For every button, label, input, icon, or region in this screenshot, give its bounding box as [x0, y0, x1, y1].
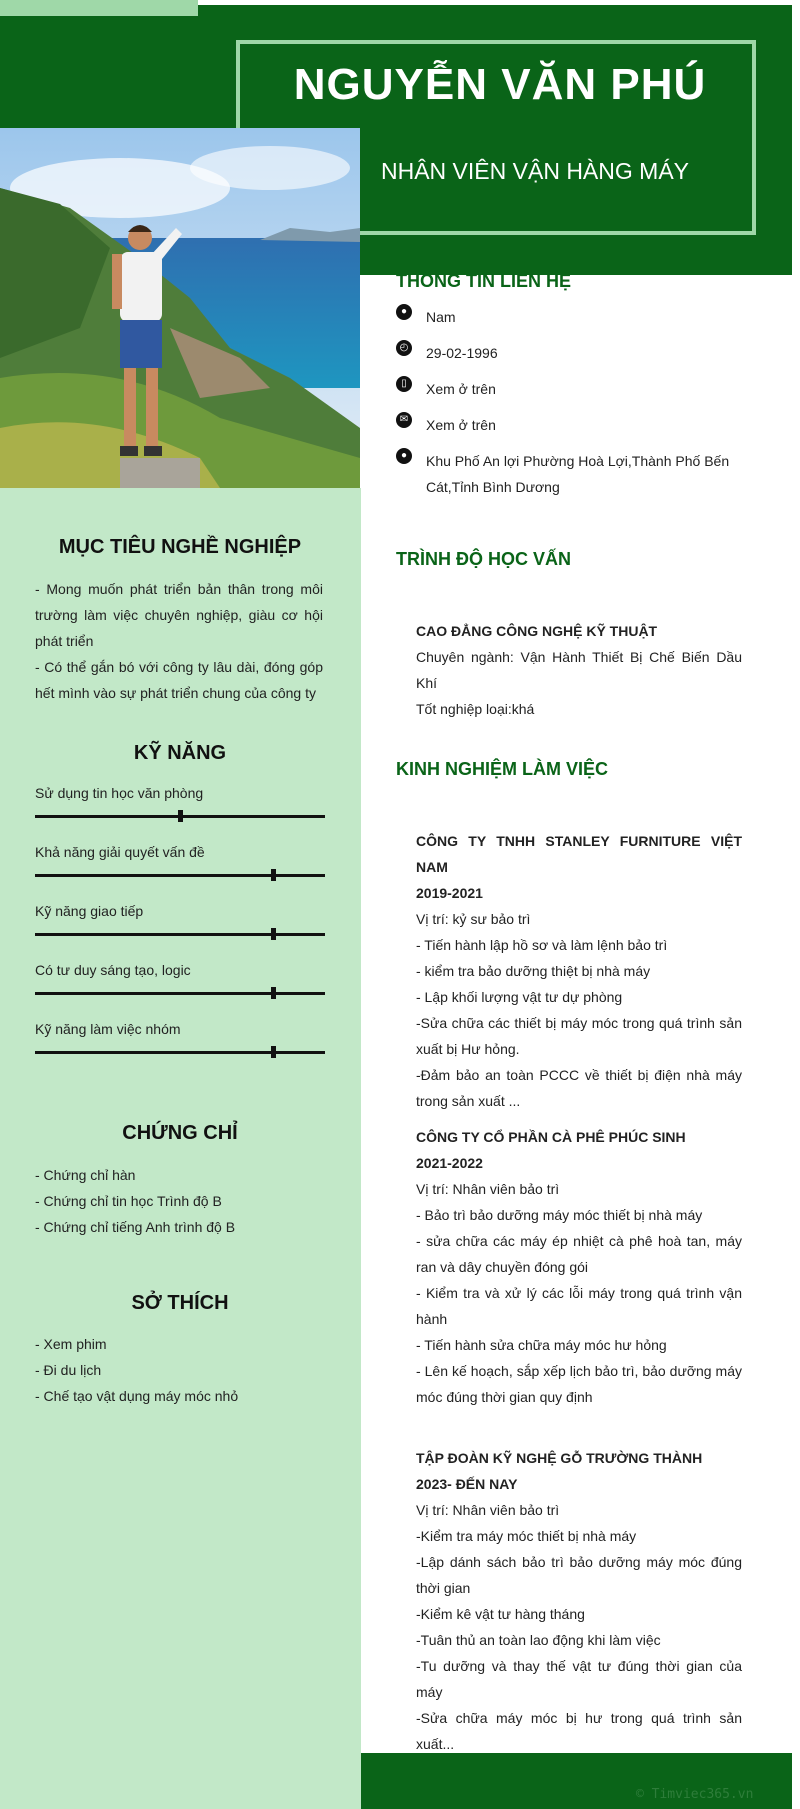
clock-icon: ◴	[396, 340, 412, 356]
job-line: Vị trí: Nhân viên bảo trì	[416, 1181, 560, 1197]
skills-title: KỸ NĂNG	[133, 742, 227, 764]
job-line: Vị trí: Nhân viên bảo trì	[416, 1502, 560, 1518]
skill-label: Sử dụng tin học văn phòng	[35, 785, 204, 801]
job-line: - Tiến hành lập hồ sơ và làm lệnh bảo trì	[416, 937, 668, 953]
contact-gender: Nam	[426, 309, 456, 325]
job-line: -Đảm bảo an toàn PCCC về thiết bị điện nhà máy trong sản xuất ...	[416, 1067, 742, 1109]
job-period: 2021-2022	[416, 1155, 483, 1171]
skill-level-marker	[178, 810, 183, 822]
job-line: Vị trí: kỷ sư bảo trì	[416, 911, 531, 927]
job-period: 2023- ĐẾN NAY	[416, 1476, 518, 1492]
header-accent-strip	[0, 0, 198, 16]
job-line: - Bảo trì bảo dưỡng máy móc thiết bị nhà máy	[416, 1207, 703, 1223]
job-line: - Kiểm tra và xử lý các lỗi máy trong quá trình vận hành	[416, 1285, 742, 1327]
certificate-item: - Chứng chỉ hàn	[35, 1167, 136, 1183]
skill-level-marker	[271, 987, 276, 999]
skill-bar	[35, 992, 325, 995]
job-company: CÔNG TY TNHH STANLEY FURNITURE VIỆT NAM	[416, 833, 742, 875]
education-major: Chuyên ngành: Vận Hành Thiết Bị Chế Biến Dầu Khí	[416, 649, 742, 691]
job-entry	[416, 1124, 742, 1410]
skill-level-marker	[271, 928, 276, 940]
skill-item	[35, 844, 325, 889]
job-period: 2019-2021	[416, 885, 483, 901]
skill-label: Kỹ năng làm việc nhóm	[35, 1021, 181, 1037]
skill-item	[35, 1021, 325, 1066]
skill-label: Có tư duy sáng tạo, logic	[35, 962, 191, 978]
hobby-item: - Chế tạo vật dụng máy móc nhỏ	[35, 1388, 239, 1404]
job-company: TẬP ĐOÀN KỸ NGHỆ GỖ TRƯỜNG THÀNH	[416, 1450, 703, 1466]
hobby-item: - Đi du lịch	[35, 1362, 102, 1378]
skill-bar	[35, 933, 325, 936]
education-title: TRÌNH ĐỘ HỌC VẤN	[396, 549, 571, 569]
candidate-name: NGUYỄN VĂN PHÚ	[293, 60, 707, 109]
watermark: © Timviec365.vn	[636, 1787, 754, 1802]
objective-line: - Mong muốn phát triển bản thân trong môi trường làm việc chuyên nghiệp, giàu cơ hội phát triển	[35, 581, 323, 649]
user-icon: ●	[396, 304, 412, 320]
job-line: - Tiến hành sửa chữa máy móc hư hỏng	[416, 1337, 667, 1353]
contact-birthdate: 29-02-1996	[426, 345, 498, 361]
job-entry	[416, 828, 742, 1114]
education-block	[416, 618, 742, 722]
job-line: - Lên kế hoạch, sắp xếp lịch bảo trì, bảo dưỡng máy móc đúng thời gian quy định	[416, 1363, 742, 1405]
contact-email: Xem ở trên	[426, 417, 496, 433]
skill-bar	[35, 1051, 325, 1054]
job-line: -Sửa chữa các thiết bị máy móc trong quá trình sản xuất bị Hư hỏng.	[416, 1015, 742, 1057]
job-line: - kiểm tra bảo dưỡng thiệt bị nhà máy	[416, 963, 651, 979]
certificates-title: CHỨNG CHỈ	[122, 1122, 238, 1144]
education-grade: Tốt nghiệp loại:khá	[416, 701, 535, 717]
location-icon: ●	[396, 448, 412, 464]
skill-label: Khả năng giải quyết vấn đề	[35, 844, 205, 860]
objective-title: MỤC TIÊU NGHỀ NGHIỆP	[58, 536, 302, 558]
skill-item	[35, 962, 325, 1007]
contact-title: THÔNG TIN LIÊN HỆ	[396, 271, 571, 291]
job-line: - Lập khối lượng vật tư dự phòng	[416, 989, 623, 1005]
job-line: -Tu dưỡng và thay thế vật tư đúng thời gian của máy	[416, 1658, 742, 1700]
job-line: -Sửa chữa máy móc bị hư trong quá trình sản xuất...	[416, 1710, 742, 1752]
job-line: -Kiểm tra máy móc thiết bị nhà máy	[416, 1528, 637, 1544]
job-entry	[416, 1445, 742, 1783]
job-line: -Tuân thủ an toàn lao động khi làm việc	[416, 1632, 661, 1648]
skill-level-marker	[271, 869, 276, 881]
hobby-item: - Xem phim	[35, 1336, 107, 1352]
contact-address: Khu Phố An lợi Phường Hoà Lợi,Thành Phố Bến Cát,Tỉnh Bình Dương	[426, 453, 730, 495]
education-school: CAO ĐẲNG CÔNG NGHỆ KỸ THUẬT	[416, 623, 658, 639]
phone-icon: ▯	[396, 376, 412, 392]
job-company: CÔNG TY CỔ PHẦN CÀ PHÊ PHÚC SINH	[416, 1129, 686, 1145]
hobbies-title: SỞ THÍCH	[131, 1292, 229, 1314]
skill-item	[35, 785, 325, 830]
job-line: -Kiểm kê vật tư hàng tháng	[416, 1606, 585, 1622]
contact-phone: Xem ở trên	[426, 381, 496, 397]
objective-line: - Có thể gắn bó với công ty lâu dài, đóng góp hết mình vào sự phát triển chung của công ty	[35, 659, 323, 701]
job-title: NHÂN VIÊN VẬN HÀNG MÁY	[381, 158, 689, 184]
job-line: - sửa chữa các máy ép nhiệt cà phê hoà tan, máy ran và dây chuyền đóng gói	[416, 1233, 742, 1275]
profile-photo	[0, 128, 360, 488]
job-line: -Lập dánh sách bảo trì bảo dưỡng máy móc đúng thời gian	[416, 1554, 742, 1596]
experience-title: KINH NGHIỆM LÀM VIỆC	[396, 759, 609, 779]
email-icon: ✉	[396, 412, 412, 428]
certificate-item: - Chứng chỉ tin học Trình độ B	[35, 1193, 222, 1209]
skill-item	[35, 903, 325, 948]
skill-label: Kỹ năng giao tiếp	[35, 903, 144, 919]
skill-level-marker	[271, 1046, 276, 1058]
skill-bar	[35, 874, 325, 877]
certificate-item: - Chứng chỉ tiếng Anh trình độ B	[35, 1219, 236, 1235]
